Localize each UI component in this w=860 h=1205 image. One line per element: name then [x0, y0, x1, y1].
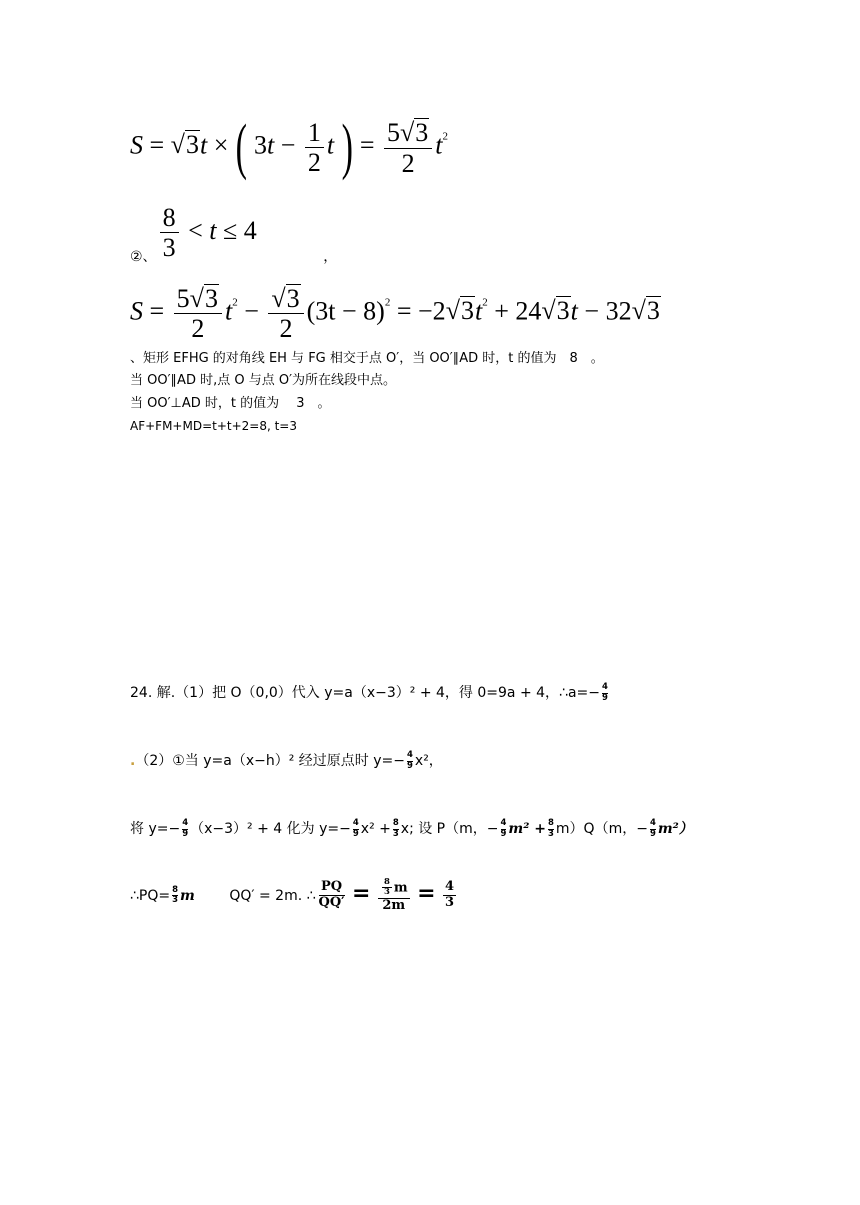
less-equal: ≤ [222, 215, 238, 245]
sqrt-3: √3 [541, 296, 570, 326]
text-segment: 将 y=− [130, 821, 181, 837]
fraction-pq-over-qq: $\frac{PQ}{QQ'}$ [318, 879, 345, 911]
equals-sign: = [149, 296, 165, 326]
var-t: t [435, 130, 443, 160]
text-segment: m² + [508, 821, 546, 837]
text-segment: ∴PQ= [130, 887, 171, 904]
var-t: t [326, 130, 335, 160]
q24-part2-text: （2）①当 y=a（x−h）² 经过原点时 y=− [135, 753, 405, 769]
minus-sign: − [280, 130, 296, 160]
fraction-4-over-3: $\frac{4}{3}$ [444, 879, 455, 911]
q24-transform-line [130, 818, 693, 839]
text-line-rectangle-diagonals: 、矩形 EFHG 的对角线 EH 与 FG 相交于点 O′，当 OO′∥AD 时，t 的值为 8 。 [130, 351, 604, 366]
trailing-comma: ， [323, 248, 338, 265]
var-t: t [267, 130, 275, 160]
fraction-4-over-9: $\frac{4}{9}$ [352, 818, 359, 839]
formula-area-s-1 [130, 112, 448, 183]
q24-ratio-line [130, 878, 459, 914]
paren-3t-minus-8: (3t − 8) [306, 296, 385, 326]
fraction-8-over-3: $\frac{8}{3}$ [160, 204, 179, 262]
q24-part2 [130, 750, 443, 771]
text-segment: m）Q（m，− [555, 821, 648, 837]
fraction-4-over-9: $\frac{4}{9}$ [500, 818, 507, 839]
fraction-5sqrt3-over-2: $\frac{5√3}{2}$ [384, 118, 432, 177]
sqrt-3: √3 [170, 130, 199, 160]
exponent-2: 2 [442, 130, 448, 143]
right-paren: ) [341, 113, 353, 181]
fraction-half: $\frac{1}{2}$ [305, 119, 324, 177]
fraction-8-over-3: $\frac{8}{3}$ [547, 818, 554, 839]
equals-sign: = [149, 130, 165, 160]
text-line-midpoint: 当 OO′∥AD 时,点 O 与点 O′为所在线段中点。 [130, 373, 397, 388]
var-t: t [224, 296, 233, 326]
fraction-8-over-3: $\frac{8}{3}$ [172, 884, 179, 906]
q24-part1 [130, 682, 610, 703]
var-t: t [209, 215, 217, 245]
term-3-coef: 32 [605, 296, 632, 326]
term-1-coef: −2 [418, 296, 446, 326]
equals-sign: = [359, 130, 375, 160]
text-segment: （x−3）² + 4 化为 y=− [190, 821, 351, 837]
text-segment: m [180, 887, 195, 904]
fraction-4-over-9: $\frac{4}{9}$ [649, 818, 656, 839]
text-segment: QQ′ = 2m. ∴ [229, 887, 316, 904]
fraction-8-over-3: $\frac{8}{3}$ [392, 818, 399, 839]
var-t: t [199, 130, 208, 160]
q24-part1-text: 24. 解.（1）把 O（0,0）代入 y=a（x−3）² + 4，得 0=9a + 4，∴a=− [130, 685, 600, 701]
text-segment: x; 设 P（m，− [400, 821, 499, 837]
fraction-sqrt3-over-2: $\frac{√3}{2}$ [268, 284, 303, 343]
minus-sign: − [584, 296, 600, 326]
coef-3: 3 [254, 130, 268, 160]
exponent-2: 2 [482, 296, 488, 309]
times-sign: × [213, 130, 229, 160]
text-segment: m²） [657, 821, 693, 837]
fraction-5sqrt3-over-2: $\frac{5√3}{2}$ [174, 284, 222, 343]
minus-sign: − [244, 296, 259, 326]
left-paren: ( [235, 113, 247, 181]
equals-sign: = [417, 880, 436, 906]
fraction-4-over-9: $\frac{4}{9}$ [182, 818, 189, 839]
marker-dot: . [130, 753, 136, 769]
exponent-2: 2 [384, 296, 391, 309]
plus-sign: + [494, 296, 509, 326]
text-line-perpendicular: 当 OO′⊥AD 时，t 的值为 3 。 [130, 396, 331, 411]
item-marker-2: ②、 [130, 248, 157, 265]
fraction-4-over-9: $\frac{4}{9}$ [601, 682, 608, 703]
sqrt-3: √3 [631, 296, 660, 326]
formula-area-s-2 [130, 284, 661, 343]
text-line-sum: AF+FM+MD=t+t+2=8, t=3 [130, 419, 297, 433]
var-t: t [474, 296, 483, 326]
fraction-4-over-9: $\frac{4}{9}$ [406, 750, 413, 771]
var-s: S [130, 130, 143, 160]
range-condition-2 [130, 204, 337, 266]
var-s: S [130, 296, 143, 326]
q24-part2-tail: x²， [414, 753, 443, 769]
less-than: < [188, 215, 203, 245]
equals-sign: = [396, 296, 412, 326]
fraction-8-3m-over-2m: $\frac{8}{3}$ m 2m [378, 878, 410, 914]
upper-bound-4: 4 [243, 215, 257, 245]
text-segment: x² + [360, 821, 391, 837]
term-2-coef: 24 [515, 296, 542, 326]
sqrt-3: √3 [445, 296, 474, 326]
var-t: t [570, 296, 578, 326]
equals-sign: = [352, 880, 371, 906]
exponent-2: 2 [232, 296, 238, 309]
